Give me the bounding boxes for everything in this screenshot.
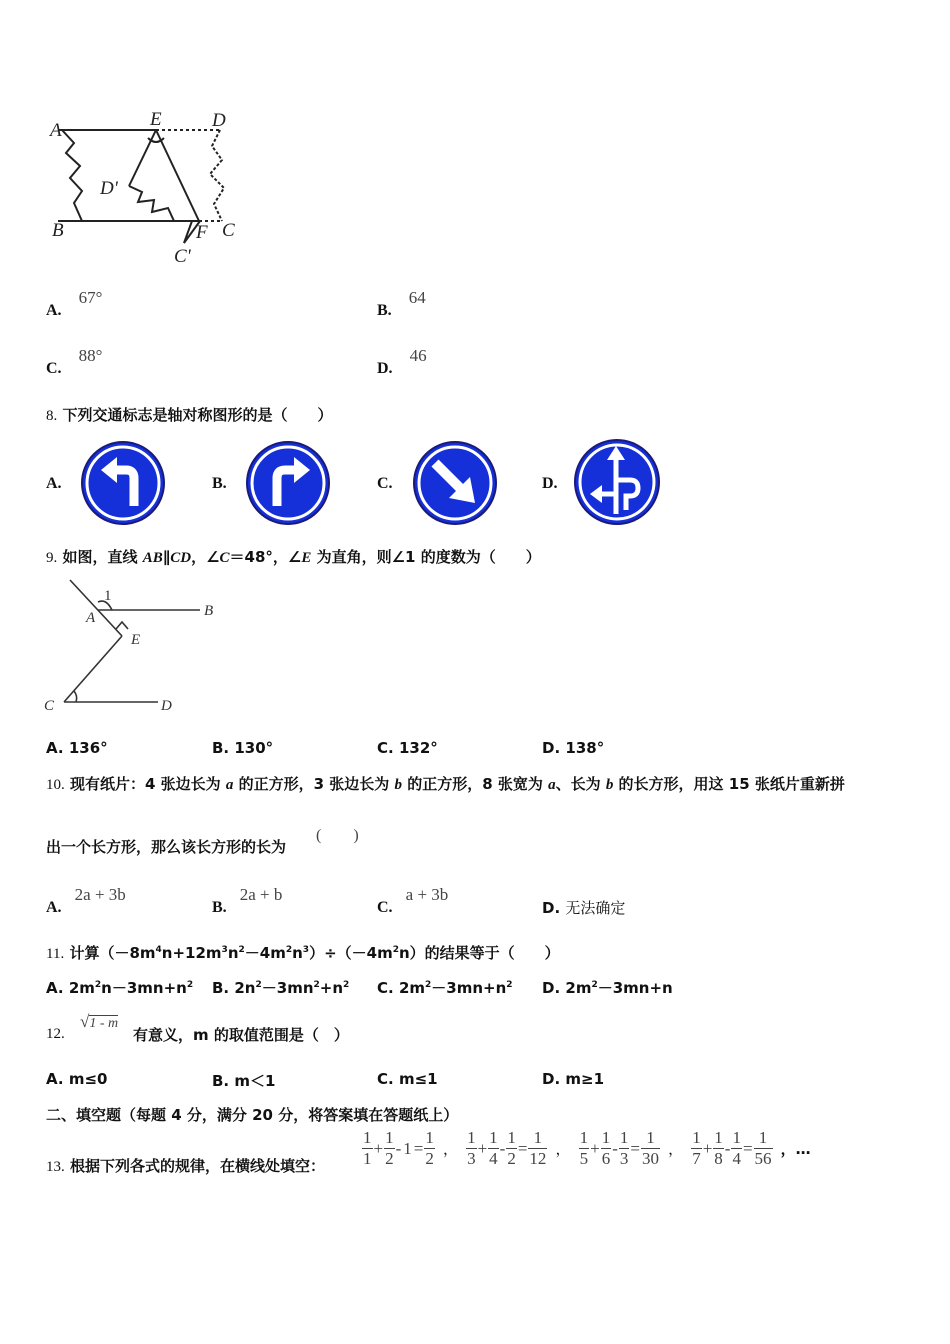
fig7-label-d: D — [212, 110, 226, 131]
q11-stem: 11. 计算$(-8m^4n+12m^3n^2-4m^2n^3)\div(-4m^2n)$的结果等于（ ） — [46, 944, 560, 962]
q11-option-b[interactable]: B. $2n^2-3mn^2+n^2$ — [212, 979, 350, 997]
q7-option-a[interactable]: A. 67° — [46, 288, 103, 319]
q9-option-b[interactable]: B. 130° — [212, 739, 274, 757]
q10-option-d[interactable]: D. 无法确定 — [542, 899, 626, 917]
turn-right-arrow-icon[interactable] — [244, 440, 332, 526]
q12-option-c[interactable]: C. m≤1 — [377, 1070, 438, 1088]
q9-option-a[interactable]: A. 136° — [46, 739, 108, 757]
fig7-label-f: F — [196, 222, 208, 243]
q9-stem: 9. 如图，直线 AB∥CD，∠C＝48°，∠E 为直角，则∠1 的度数为（ ） — [46, 548, 541, 566]
q11-option-d[interactable]: D. $2m^2-3mn+n$ — [542, 979, 673, 997]
q8-option-a-label[interactable]: A. — [46, 475, 62, 492]
q8-option-b-label[interactable]: B. — [212, 475, 227, 492]
fig7-label-a: A — [50, 120, 62, 141]
q13-equation-sequence: $\frac{1}{1}$ + $\frac{1}{2}$ - 1 = $\frac{1}{2}$ ， $\frac{1}{3}$ + $\frac{1}{4}$ - $\frac{1}{2}$ = $\frac{1}{12}$ ， $\frac{1}{5}$ + $\frac{1}{6}$ - $\frac{1}{3}$ = $\frac{1}{30}$ ， $\frac{1}{7}$ + $\frac{1}{8}$ - $\frac{1}{4}$ = $\frac{1}{56}$ ，… — [363, 1128, 811, 1168]
q13-eq-3: $\frac{1}{5}$ + $\frac{1}{6}$ - $\frac{1}{3}$ = $\frac{1}{30}$ — [579, 1128, 659, 1168]
fig7-label-c: C — [222, 220, 235, 241]
q10-answer-paren: ( ) — [316, 827, 359, 844]
q12-option-b[interactable]: B. m＜1 — [212, 1072, 276, 1090]
q8-option-d-label[interactable]: D. — [542, 475, 558, 492]
q8-stem: 8. 下列交通标志是轴对称图形的是（ ） — [46, 406, 333, 424]
q7-option-d-value: 46 — [409, 346, 427, 365]
fig9-label-b: B — [204, 603, 214, 619]
straight-left-right-arrow-icon[interactable] — [572, 438, 662, 526]
q7-option-d[interactable]: D. 46 — [377, 346, 427, 377]
q8-option-c-label[interactable]: C. — [377, 475, 393, 492]
fig9-label-d: D — [161, 698, 172, 714]
q10-stem-line1: 10. 现有纸片：4 张边长为 a 的正方形，3 张边长为 b 的正方形，8 张宽为 a、长为 b 的长方形，用这 15 张纸片重新拼 — [46, 775, 845, 793]
q12-sqrt-expression: √1 - m — [80, 1012, 119, 1031]
section-2-title: 二、填空题（每题 4 分，满分 20 分，将答案填在答题纸上） — [46, 1106, 459, 1124]
figure-parallel-lines — [40, 574, 230, 720]
figure-folded-rectangle — [44, 108, 254, 268]
q7-option-c[interactable]: C. 88° — [46, 346, 103, 377]
q7-option-c-value: 88° — [78, 346, 103, 365]
q7-option-a-value: 67° — [78, 288, 103, 307]
q10-option-c[interactable]: C. a + 3b — [377, 885, 449, 916]
fig9-label-a: A — [86, 610, 96, 626]
fig9-label-e: E — [131, 632, 141, 648]
q9-option-c[interactable]: C. 132° — [377, 739, 438, 757]
q13-eq-1: $\frac{1}{1}$ + $\frac{1}{2}$ - 1 = $\frac{1}{2}$ — [363, 1128, 434, 1168]
fig9-label-c: C — [44, 698, 55, 714]
q10-stem-line2: 出一个长方形，那么该长方形的长为 — [46, 838, 287, 856]
diagonal-down-right-arrow-icon[interactable] — [411, 440, 499, 526]
q12-stem: 有意义，m 的取值范围是（ ） — [133, 1026, 349, 1044]
q11-option-c[interactable]: C. $2m^2-3mn+n^2$ — [377, 979, 513, 997]
q11-option-a[interactable]: A. $2m^2n-3mn+n^2$ — [46, 979, 194, 997]
q13-eq-2: $\frac{1}{3}$ + $\frac{1}{4}$ - $\frac{1}{2}$ = $\frac{1}{12}$ — [467, 1128, 547, 1168]
q9-option-d[interactable]: D. 138° — [542, 739, 605, 757]
fig9-label-1: 1 — [104, 588, 112, 604]
fig7-label-c-prime: C' — [174, 246, 191, 267]
fig7-label-e: E — [150, 109, 162, 130]
q10-option-a[interactable]: A. 2a + 3b — [46, 885, 126, 916]
fig7-label-b: B — [52, 220, 64, 241]
q7-option-b-value: 64 — [408, 288, 426, 307]
q7-option-b[interactable]: B. 64 — [377, 288, 426, 319]
turn-left-arrow-icon[interactable] — [79, 440, 167, 526]
q12-option-d[interactable]: D. m≥1 — [542, 1070, 605, 1088]
q12-option-a[interactable]: A. m≤0 — [46, 1070, 108, 1088]
q12-number: 12. — [46, 1026, 65, 1042]
fig7-label-d-prime: D' — [100, 178, 118, 199]
q13-eq-4: $\frac{1}{7}$ + $\frac{1}{8}$ - $\frac{1}{4}$ = $\frac{1}{56}$ — [692, 1128, 772, 1168]
q10-option-b[interactable]: B. 2a + b — [212, 885, 283, 916]
q13-stem: 13. 根据下列各式的规律，在横线处填空： — [46, 1157, 325, 1175]
